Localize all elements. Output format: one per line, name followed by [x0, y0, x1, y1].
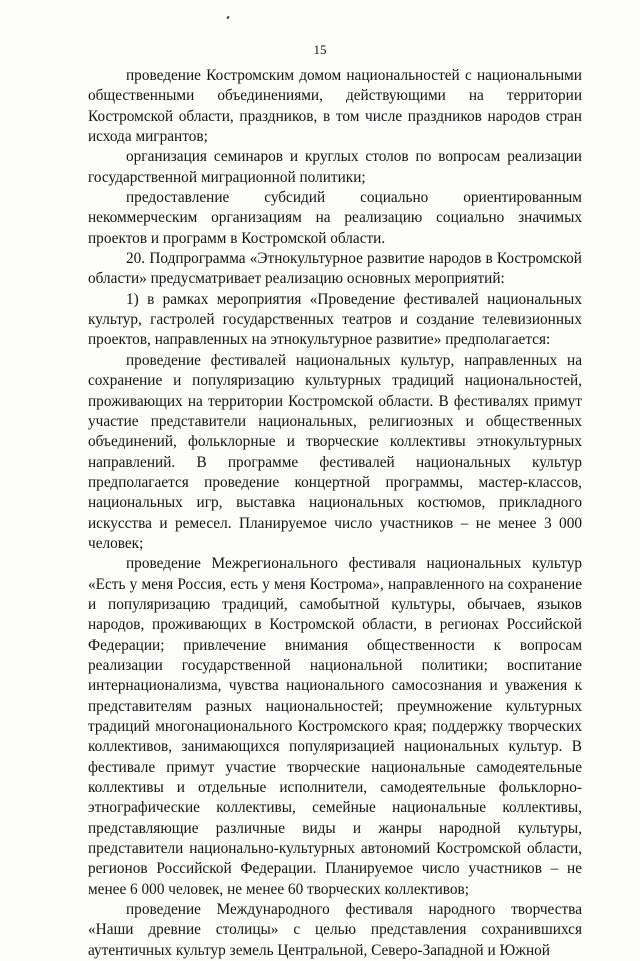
document-body	[88, 66, 582, 961]
paragraph-seminars: организация семинаров и круглых столов по вопросам реализации государственной миграционной политики;	[88, 148, 582, 186]
paragraph-measure-1: 1) в рамках мероприятия «Проведение фестивалей национальных культур, гастролей государственных театров и создание телевизионных проектов, направленных на этнокультурное развитие» предполагается:	[88, 290, 582, 349]
scan-mark	[226, 16, 229, 20]
paragraph-subsidies: предоставление субсидий социально ориентированным некоммерческим организациям на реализацию социально значимых проектов и программ в Костромской области.	[88, 189, 582, 247]
paragraph-national-cultures-festivals: проведение фестивалей национальных культур, направленных на сохранение и популяризацию культурных традиций национальностей, проживающих на территории Костромской области. В фестивалях примут участие представители национальных, религиозных и общественных объединений, фольклорные и творческие коллективы этнокультурных направлений. В программе фестивалей национальных культур предполагается проведение концертной программы, мастер-классов, национальных игр, выставка национальных костюмов, прикладного искусства и ремесел. Планируемое число участников – не менее 3 000 человек;	[88, 351, 582, 552]
paragraph-celebrations: проведение Костромским домом национальностей с национальными общественными объединениями, действующими на территории Костромской области, праздников, в том числе праздников народов стран исхода мигрантов;	[88, 67, 582, 146]
paragraph-international-festival: проведение Международного фестиваля народного творчества «Наши древние столицы» с целью представления сохранившихся аутентичных культур земель Центральной, Северо-Западной и Южной	[88, 901, 582, 959]
paragraph-subprogram-20: 20. Подпрограмма «Этнокультурное развитие народов в Костромской области» предусматривает реализацию основных мероприятий:	[88, 250, 582, 288]
paragraph-interregional-festival: проведение Межрегионального фестиваля национальных культур «Есть у меня Россия, есть у меня Кострома», направленного на сохранение и популяризацию традиций, самобытной культуры, обычаев, языков народов, проживающих в Костромской области, в регионах Российской Федерации; привлечение внимания общественности к вопросам реализации государственной национальной политики; воспитание интернационализма, чувства национального самосознания и уважения к представителям разных национальностей; преумножение культурных традиций многонационального Костромского края; поддержку творческих коллективов, занимающихся популяризацией национальных культур. В фестивале примут участие творческие национальные самодеятельные коллективы и отдельные исполнители, самодеятельные фольклорно-этнографические коллективы, семейные национальные коллективы, представляющие различные виды и жанры народной культуры, представители национально-культурных автономий Костромской области, регионов Российской Федерации. Планируемое число участников – не менее 6 000 человек, не менее 60 творческих коллективов;	[88, 555, 582, 898]
page-number: 15	[313, 42, 327, 57]
